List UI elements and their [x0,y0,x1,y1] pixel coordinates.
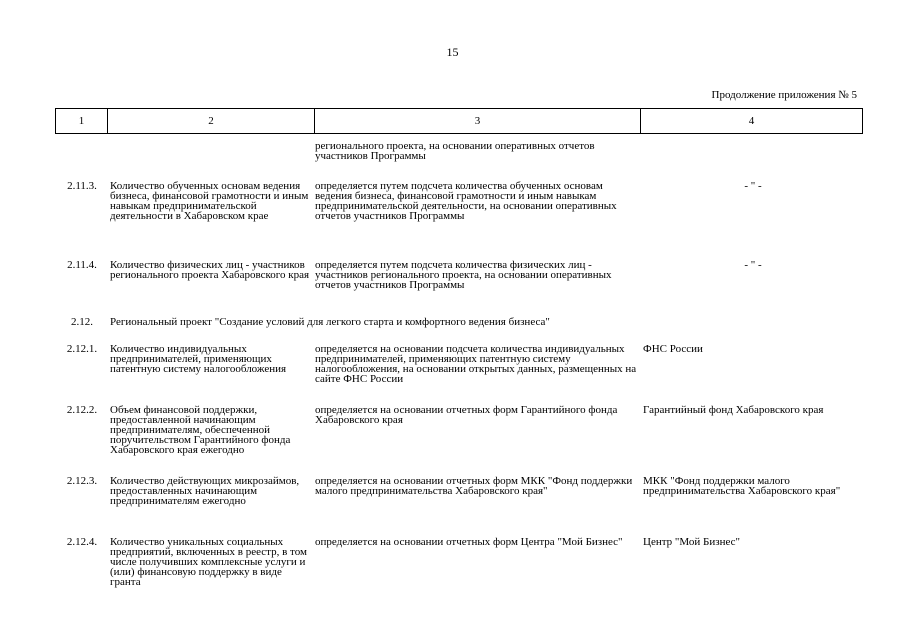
appendix-continuation-label: Продолжение приложения № 5 [711,89,857,101]
data-source: Центр "Мой Бизнес" [643,536,741,548]
indicator-name: Количество действующих микрозаймов, предоставленных начинающим предпринимателям ежегодно [110,475,300,507]
row-number: 2.12.2. [66,404,98,416]
row-number: 2.11.4. [67,259,97,271]
table-column-header [55,108,863,134]
data-source: - " - [744,259,762,271]
calculation-method: определяется на основании отчетных форм Гарантийного фонда Хабаровского края [315,404,618,426]
calculation-method: определяется на основании отчетных форм Центра "Мой Бизнес" [315,536,623,548]
calculation-method: определяется путем подсчета количества физических лиц - участников регионального проекта, на основании оперативных отчетов участников Программы [315,259,612,291]
indicator-name: Количество физических лиц - участников регионального проекта Хабаровского края [110,259,310,281]
row-number: 2.12.1. [66,343,98,355]
data-source: ФНС России [643,343,703,355]
continuation-text: регионального проекта, на основании оперативных отчетов участников Программы [315,140,595,162]
data-source: МКК "Фонд поддержки малого предпринимательства Хабаровского края" [643,475,841,497]
section-title: Региональный проект "Создание условий для легкого старта и комфортного ведения бизнеса" [110,316,550,328]
section-number: 2.12. [71,316,93,328]
column-3-header: 3 [315,109,641,133]
row-number: 2.12.3. [66,475,98,487]
calculation-method: определяется на основании отчетных форм МКК "Фонд поддержки малого предпринимательства Хабаровского края" [315,475,633,497]
row-number: 2.12.4. [66,536,98,548]
column-4-header: 4 [748,115,755,127]
indicator-name: Количество индивидуальных предпринимателей, применяющих патентную систему налогообложения [110,343,287,375]
calculation-method: определяется путем подсчета количества обученных основам ведения бизнеса, финансовой грамотности и иным навыкам предпринимательской деятельности, на основании оперативных отчетов участников Программы [315,180,617,222]
indicator-name: Количество обученных основам ведения бизнеса, финансовой грамотности и иным навыкам предпринимательской деятельности в Хабаровском крае [110,180,309,222]
column-2-header: 2 [108,109,315,133]
page-number: 15 [446,45,459,59]
row-number: 2.11.3. [67,180,97,192]
data-source: Гарантийный фонд Хабаровского края [643,404,824,416]
column-1-header: 1 [56,109,108,133]
data-source: - " - [744,180,762,192]
indicator-name: Количество уникальных социальных предприятий, включенных в реестр, в том числе получивших комплексные услуги и (или) финансовую поддержку в виде гранта [110,536,307,588]
indicator-name: Объем финансовой поддержки, предоставленной начинающим предпринимателям, обеспеченной поручительством Гарантийного фонда Хабаровского края ежегодно [110,404,291,456]
calculation-method: определяется на основании подсчета количества индивидуальных предпринимателей, применяющих патентную систему налогообложения, на основании открытых данных, размещенных на сайте ФНС России [315,343,637,385]
